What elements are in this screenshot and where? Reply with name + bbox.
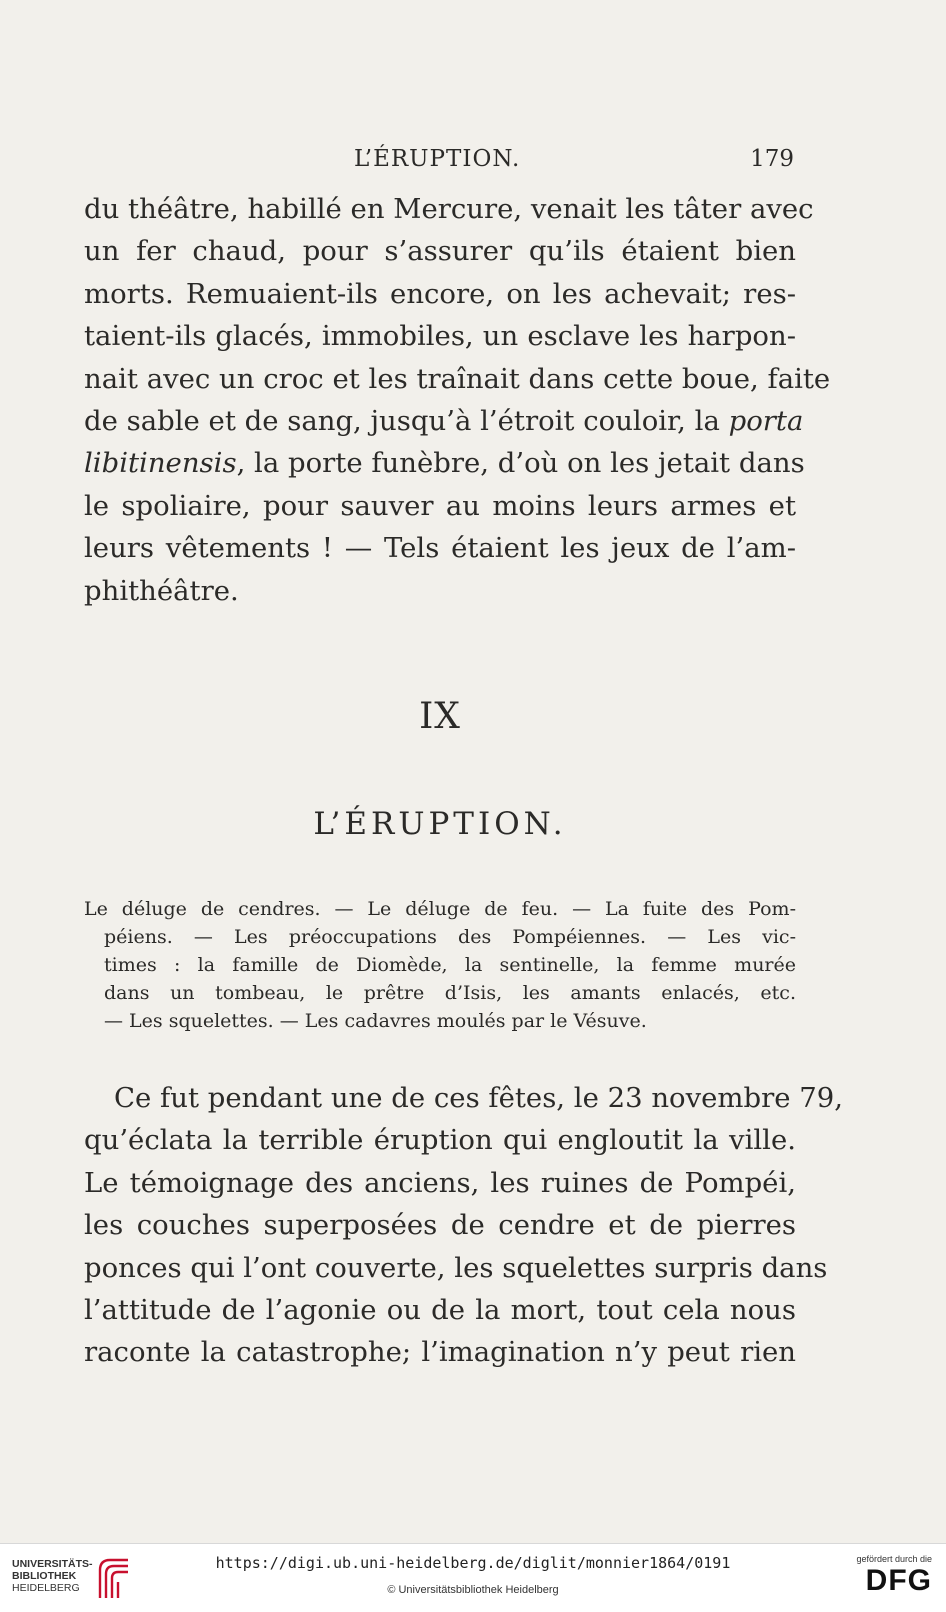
- text-line: un fer chaud, pour s’assurer qu’ils étaient bien: [84, 235, 796, 268]
- text-line: qu’éclata la terrible éruption qui engloutit la ville.: [84, 1124, 796, 1157]
- running-head: [86, 146, 794, 180]
- italic-term-continued: libitinensis: [84, 447, 237, 480]
- summary-line: — Les squelettes. — Les cadavres moulés par le Vésuve.: [104, 1010, 647, 1032]
- text-line: les couches superposées de cendre et de pierres: [84, 1209, 796, 1242]
- dfg-logo[interactable]: [832, 1554, 932, 1598]
- text-line: nait avec un croc et les traînait dans cette boue, faite: [84, 362, 831, 395]
- text-fragment: de sable et de sang, jusqu’à l’étroit couloir, la: [84, 404, 720, 437]
- summary-line: Le déluge de cendres. — Le déluge de feu. — La fuite des Pom-: [84, 898, 796, 920]
- text-line: l’attitude de l’agonie ou de la mort, tout cela nous: [84, 1293, 796, 1326]
- text-line: ponces qui l’ont couverte, les squelettes surpris dans: [84, 1251, 828, 1284]
- viewer-footer: [0, 1543, 946, 1612]
- text-line: phithéâtre.: [84, 574, 239, 607]
- text-line: Le témoignage des anciens, les ruines de Pompéi,: [84, 1166, 796, 1199]
- chapter-title: L’ÉRUPTION.: [313, 806, 567, 842]
- text-line: [84, 442, 805, 484]
- summary-line: times : la famille de Diomède, la sentinelle, la femme murée: [104, 954, 796, 976]
- summary-line: dans un tombeau, le prêtre d’Isis, les amants enlacés, etc.: [104, 982, 796, 1004]
- text-line: le spoliaire, pour sauver au moins leurs armes et: [84, 489, 796, 522]
- library-line: HEIDELBERG: [12, 1582, 80, 1594]
- text-line: [84, 400, 804, 442]
- text-fragment: , la porte funèbre, d’où on les jetait dans: [236, 447, 805, 480]
- text-line: morts. Remuaient-ils encore, on les achevait; res-: [84, 277, 796, 310]
- text-line: leurs vêtements ! — Tels étaient les jeux de l’am-: [84, 532, 796, 565]
- text-line: Ce fut pendant une de ces fêtes, le 23 novembre 79,: [114, 1082, 843, 1114]
- library-line: BIBLIOTHEK: [12, 1570, 77, 1582]
- chapter-summary: [84, 895, 796, 1035]
- top-paragraph: [84, 188, 831, 612]
- text-line: taient-ils glacés, immobiles, un esclave les harpon-: [84, 320, 796, 353]
- italic-term: porta: [728, 404, 804, 437]
- copyright-notice: © Universitätsbibliothek Heidelberg: [387, 1584, 559, 1596]
- dfg-wordmark: DFG: [865, 1564, 932, 1597]
- running-title: L’ÉRUPTION.: [354, 146, 521, 172]
- permalink-url[interactable]: https://digi.ub.uni-heidelberg.de/diglit/monnier1864/0191: [215, 1554, 731, 1572]
- summary-line: péiens. — Les préoccupations des Pompéiennes. — Les vic-: [104, 926, 796, 948]
- library-line: UNIVERSITÄTS-: [12, 1558, 93, 1570]
- text-line: raconte la catastrophe; l’imagination n’y peut rien: [84, 1336, 796, 1369]
- funding-label: gefördert durch die: [856, 1554, 932, 1564]
- text-line: du théâtre, habillé en Mercure, venait les tâter avec: [84, 193, 814, 225]
- body-paragraph: [84, 1077, 843, 1374]
- chapter-number: IX: [419, 696, 461, 737]
- page-number: 179: [750, 146, 794, 172]
